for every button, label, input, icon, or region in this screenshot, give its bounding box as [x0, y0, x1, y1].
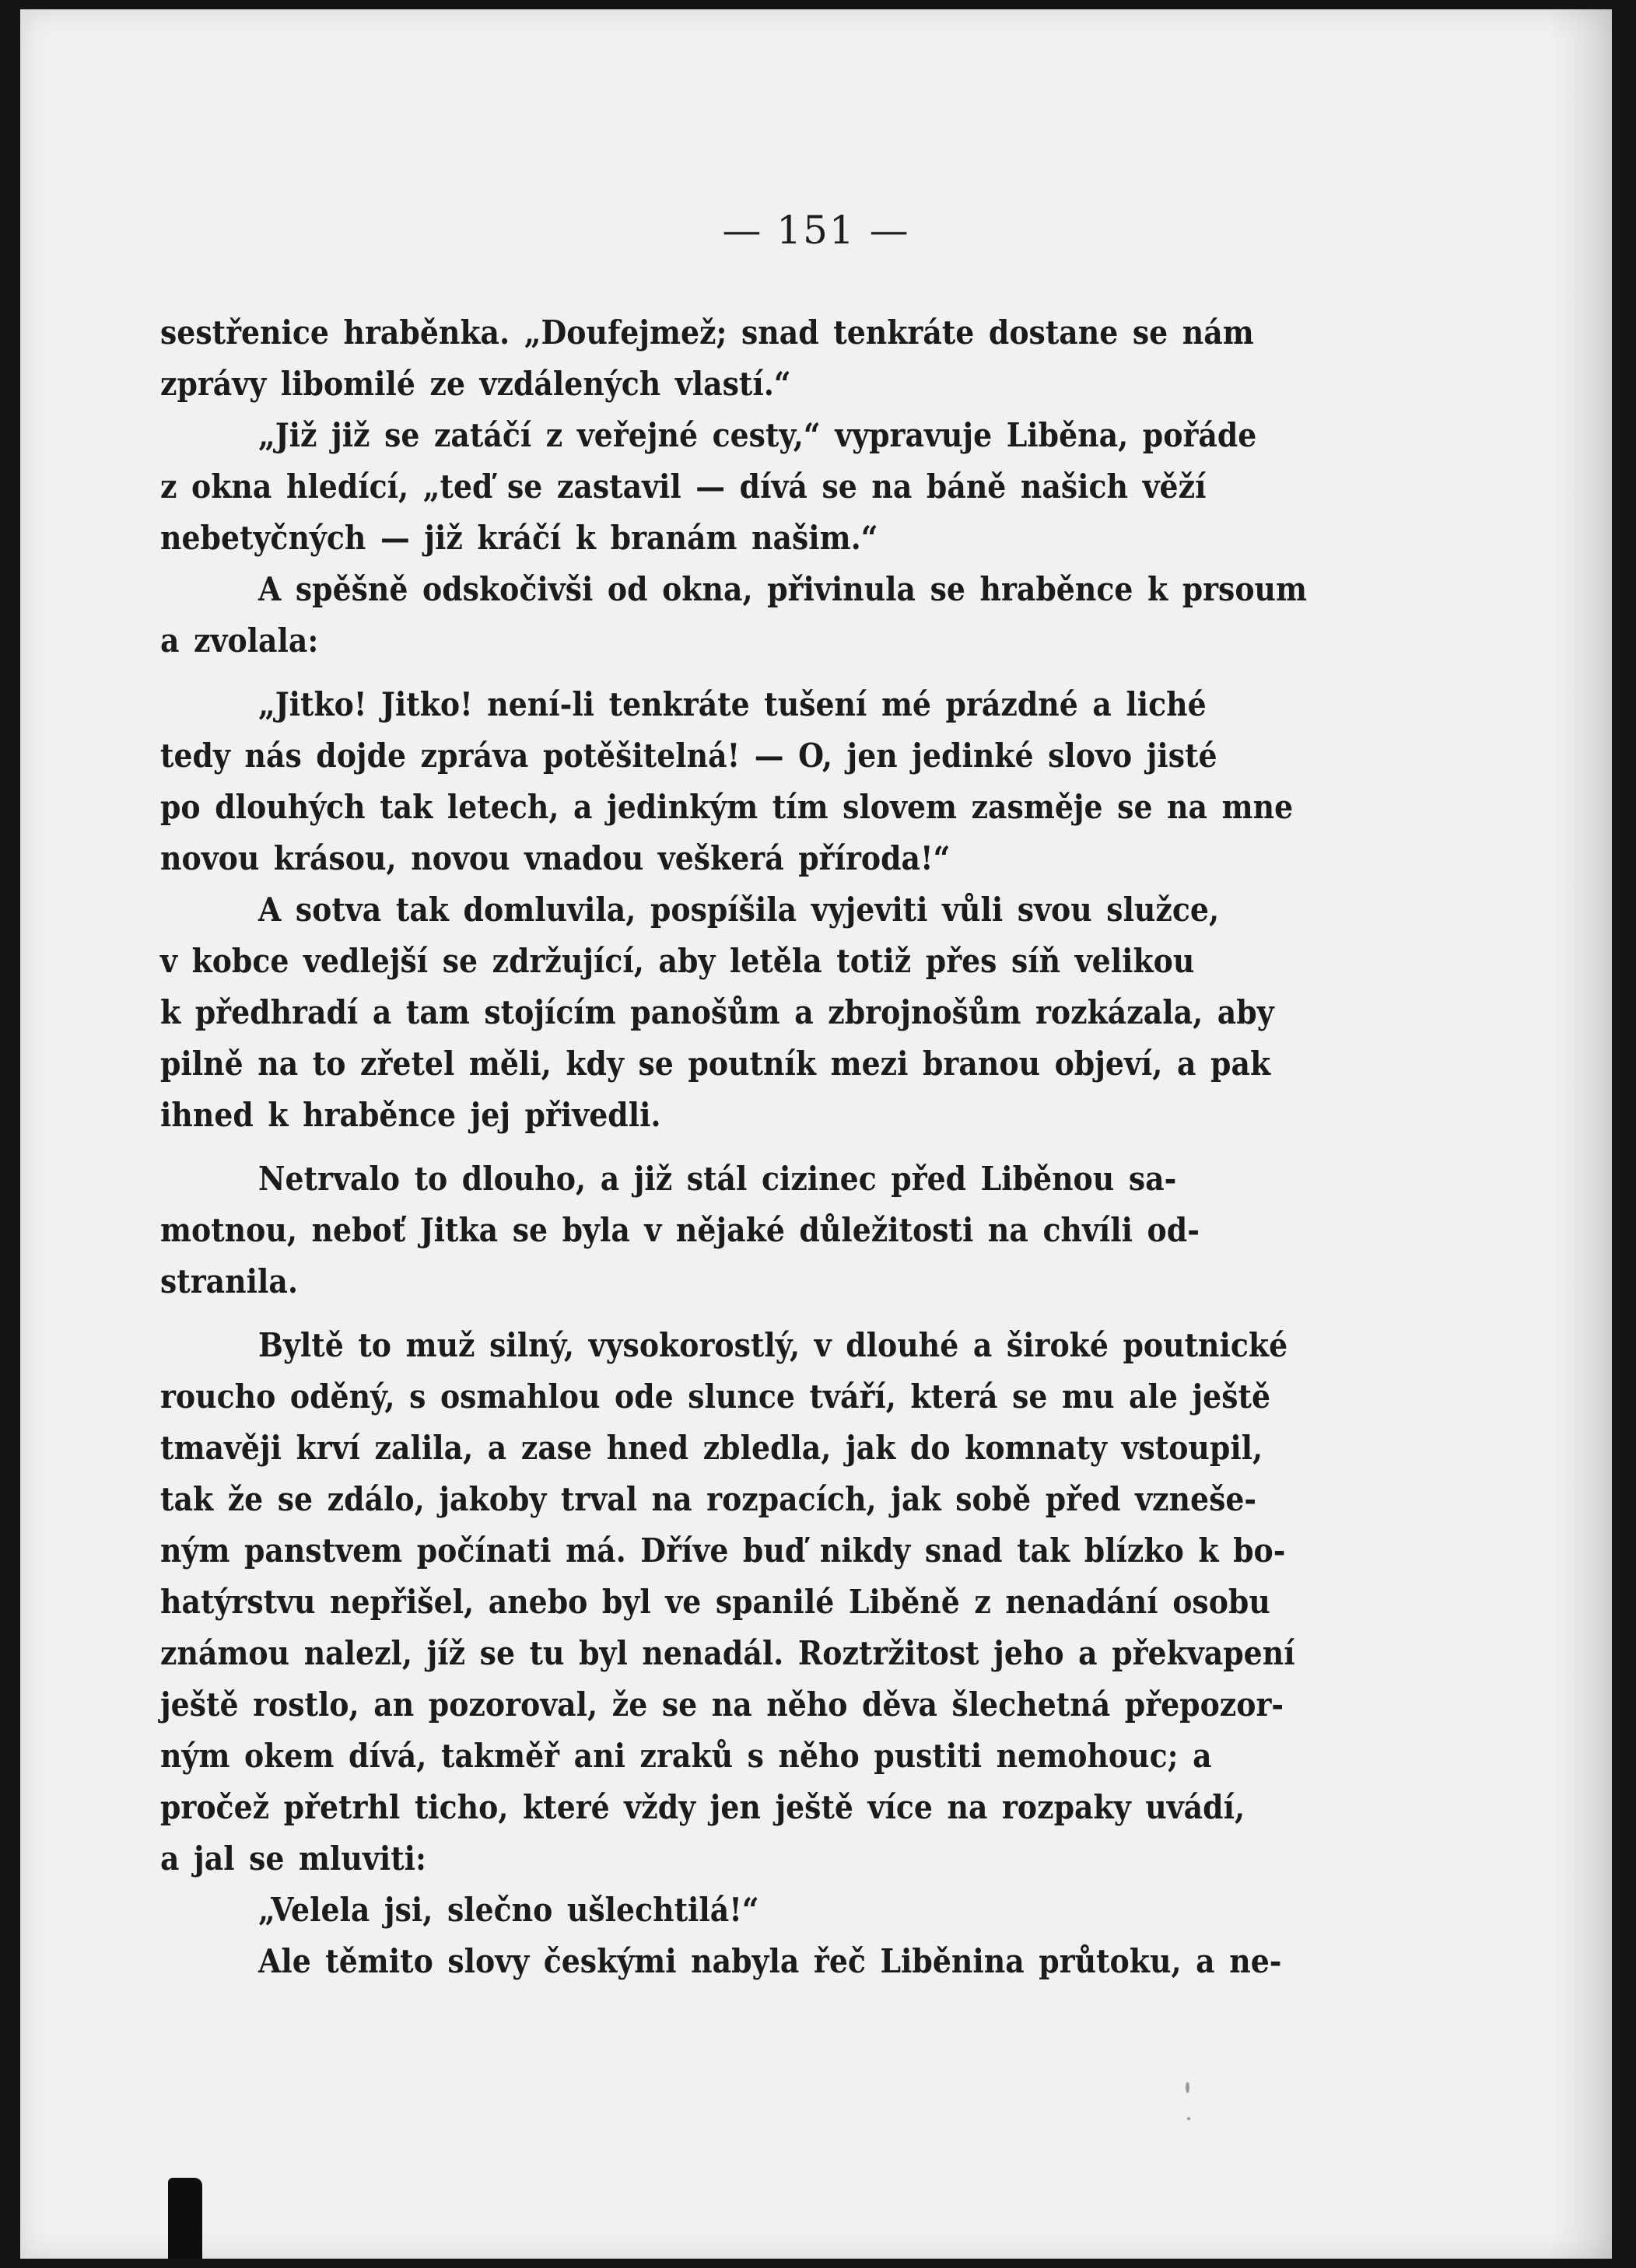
text-line: v kobce vedlejší se zdržující, aby letěla totiž přes síň velikou — [160, 942, 1195, 980]
text-line: nebetyčných — již kráčí k branám našim.“ — [160, 519, 878, 557]
text-line: Byltě to muž silný, vysokorostlý, v dlouhé a široké poutnické — [258, 1326, 1288, 1364]
text-line: tak že se zdálo, jakoby trval na rozpacích, jak sobě před vzneše- — [160, 1480, 1257, 1518]
text-line: po dlouhých tak letech, a jedinkým tím slovem zasměje se na mne — [160, 788, 1294, 826]
text-line: a jal se mluviti: — [160, 1839, 426, 1878]
book-page — [20, 9, 1612, 2259]
text-line: motnou, neboť Jitka se byla v nějaké důležitosti na chvíli od- — [160, 1211, 1200, 1249]
text-line: Netrvalo to dlouho, a již stál cizinec před Liběnou sa- — [258, 1160, 1177, 1198]
page-number: — 151 — — [722, 208, 910, 253]
text-line: hatýrstvu nepřišel, anebo byl ve spanilé Liběně z nenadání osobu — [160, 1583, 1270, 1621]
text-line: Ale těmito slovy českými nabyla řeč Liběnina průtoku, a ne- — [258, 1942, 1282, 1980]
text-line: tmavěji krví zalila, a zase hned zbledla, jak do komnaty vstoupil, — [160, 1429, 1263, 1467]
text-line: A sotva tak domluvila, pospíšila vyjeviti vůli svou služce, — [258, 891, 1220, 929]
text-line: a zvolala: — [160, 621, 319, 660]
text-line: A spěšně odskočivši od okna, přivinula se hraběnce k prsoum — [258, 570, 1308, 608]
text-line: pročež přetrhl ticho, které vždy jen ještě více na rozpaky uvádí, — [160, 1788, 1245, 1826]
text-line: k předhradí a tam stojícím panošům a zbrojnošům rozkázala, aby — [160, 993, 1274, 1031]
scan-artifact — [168, 2178, 202, 2259]
text-line: „Již již se zatáčí z veřejné cesty,“ vypravuje Liběna, pořáde — [258, 416, 1257, 454]
text-line: ným panstvem počínati má. Dříve buď nikdy snad tak blízko k bo- — [160, 1531, 1286, 1570]
text-line: „Jitko! Jitko! není-li tenkráte tušení mé prázdné a liché — [258, 685, 1207, 723]
text-line: z okna hledící, „teď se zastavil — dívá se na báně našich věží — [160, 467, 1207, 506]
text-line: roucho oděný, s osmahlou ode slunce tváří, která se mu ale ještě — [160, 1377, 1271, 1416]
body-text — [160, 307, 1308, 1987]
text-line: ještě rostlo, an pozoroval, že se na něho děva šlechetná přepozor- — [160, 1685, 1284, 1724]
text-line: pilně na to zřetel měli, kdy se poutník mezi branou objeví, a pak — [160, 1045, 1271, 1083]
text-line: stranila. — [160, 1262, 299, 1300]
dust-speck — [1186, 2082, 1189, 2093]
text-line: sestřenice hraběnka. „Doufejmež; snad tenkráte dostane se nám — [160, 313, 1254, 352]
page-edge-shadow — [1550, 9, 1612, 2259]
text-line: zprávy libomilé ze vzdálených vlastí.“ — [160, 365, 791, 403]
text-line: novou krásou, novou vnadou veškerá příroda!“ — [160, 839, 951, 877]
text-line: ihned k hraběnce jej přivedli. — [160, 1096, 661, 1134]
text-line: „Velela jsi, slečno ušlechtilá!“ — [258, 1891, 759, 1929]
text-line: známou nalezl, jíž se tu byl nenadál. Roztržitost jeho a překvapení — [160, 1634, 1295, 1672]
dust-speck — [1187, 2117, 1190, 2120]
text-line: ným okem dívá, takměř ani zraků s něho pustiti nemohouc; a — [160, 1737, 1212, 1775]
text-line: tedy nás dojde zpráva potěšitelná! — O, jen jedinké slovo jisté — [160, 737, 1217, 775]
